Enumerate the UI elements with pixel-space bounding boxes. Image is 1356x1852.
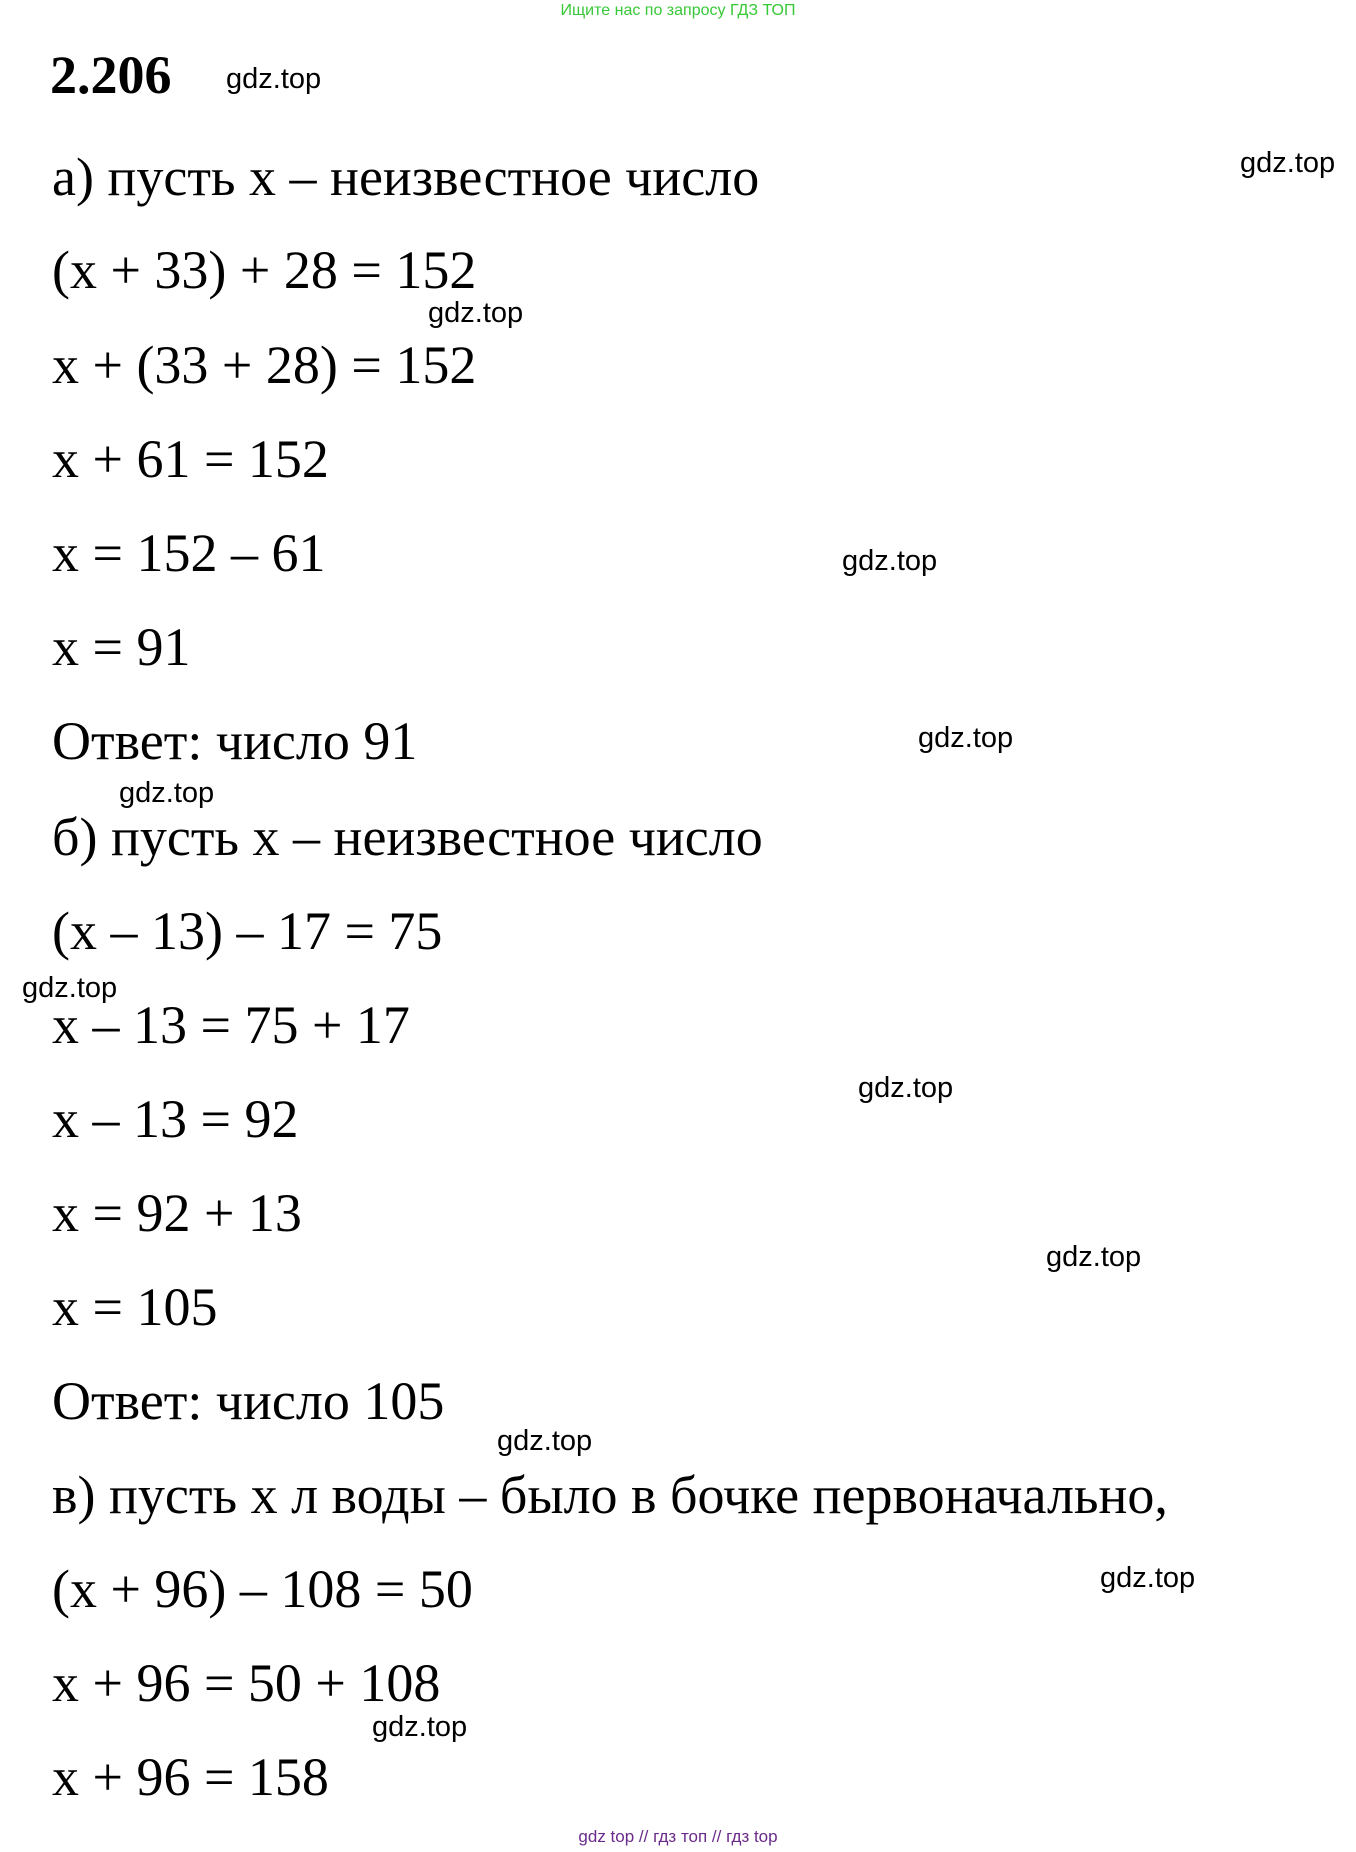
watermark: gdz.top (428, 297, 524, 329)
solution-line: х = 152 – 61 (52, 523, 326, 583)
answer-line: Ответ: число 105 (52, 1371, 445, 1431)
solution-line: х = 92 + 13 (52, 1183, 302, 1243)
solution-line: (х – 13) – 17 = 75 (52, 901, 443, 961)
solution-line: а) пусть х – неизвестное число (52, 147, 760, 207)
solution-line: х = 91 (52, 617, 191, 677)
watermark: gdz.top (119, 777, 215, 809)
solution-line: х – 13 = 75 + 17 (52, 995, 410, 1055)
solution-line: в) пусть х л воды – было в бочке первоначально, (52, 1465, 1168, 1525)
watermark: gdz.top (226, 63, 322, 95)
top-banner: Ищите нас по запросу ГДЗ ТОП (560, 2, 796, 19)
watermark: gdz.top (22, 972, 118, 1004)
footer: gdz top // гдз топ // гдз top (578, 1827, 778, 1846)
solution-line: х – 13 = 92 (52, 1089, 299, 1149)
solution-line: (х + 33) + 28 = 152 (52, 240, 477, 300)
watermark: gdz.top (858, 1072, 954, 1104)
solution-line: х + (33 + 28) = 152 (52, 335, 477, 395)
watermark: gdz.top (1046, 1241, 1142, 1273)
watermark: gdz.top (1100, 1562, 1196, 1594)
solution-line: (х + 96) – 108 = 50 (52, 1559, 473, 1619)
solution-line: х + 96 = 50 + 108 (52, 1653, 441, 1713)
solution-line: х + 96 = 158 (52, 1747, 329, 1807)
watermark: gdz.top (842, 545, 938, 577)
problem-number: 2.206 (50, 45, 172, 105)
answer-line: Ответ: число 91 (52, 711, 418, 771)
watermark: gdz.top (497, 1425, 593, 1457)
watermark: gdz.top (372, 1711, 468, 1743)
solution-line: б) пусть х – неизвестное число (52, 807, 763, 867)
watermark: gdz.top (1240, 147, 1336, 179)
solution-line: х + 61 = 152 (52, 429, 329, 489)
solution-line: х = 105 (52, 1277, 218, 1337)
watermark: gdz.top (918, 722, 1014, 754)
